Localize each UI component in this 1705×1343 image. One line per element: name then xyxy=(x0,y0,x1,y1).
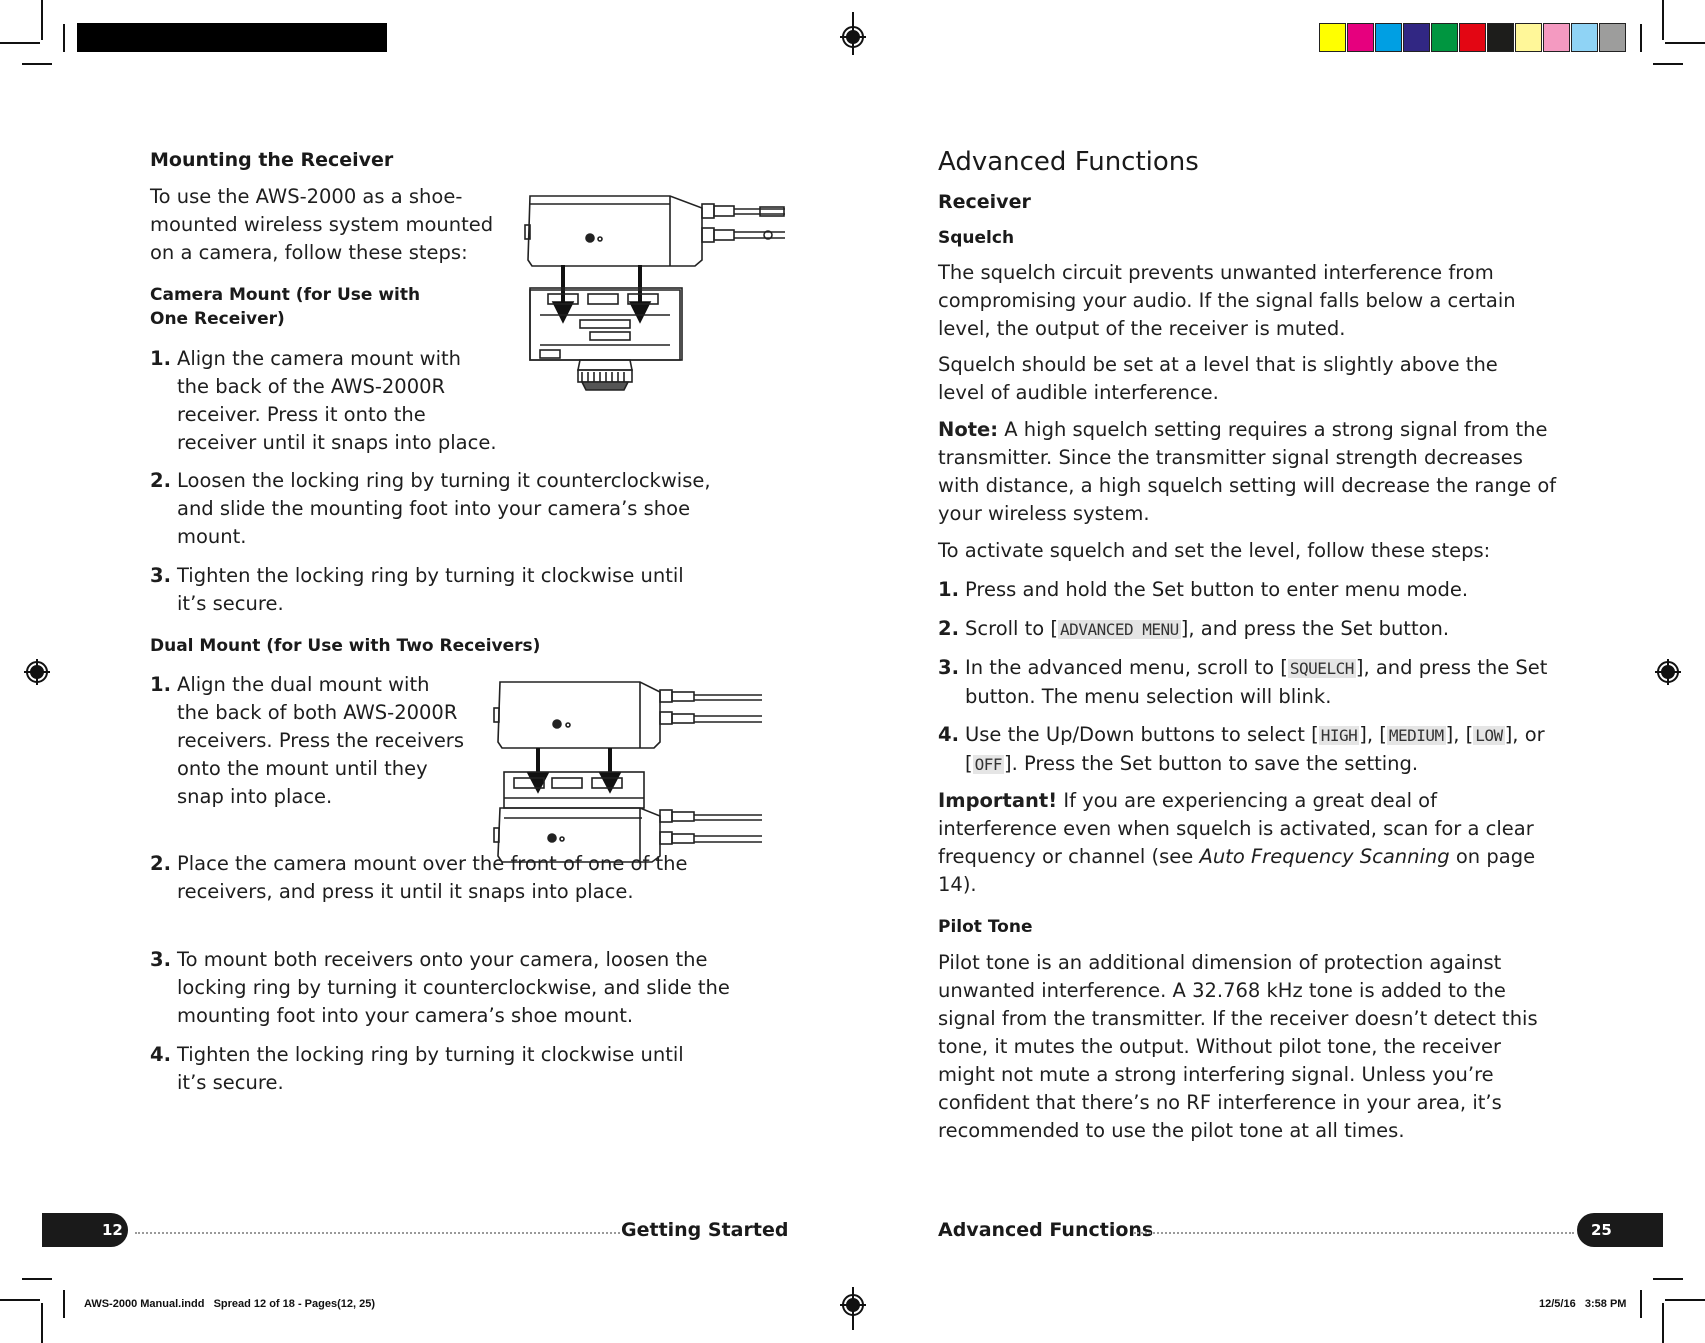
slug-date-time: 12/5/16 3:58 PM xyxy=(1539,1298,1627,1310)
pilot-tone-heading: Pilot Tone xyxy=(938,917,1033,937)
step-text-part: In the advanced menu, scroll to [ xyxy=(965,656,1288,679)
color-swatch xyxy=(1543,23,1570,52)
color-swatch xyxy=(1459,23,1486,52)
mounting-intro: To use the AWS-2000 as a shoe-mounted wireless system mounted on a camera, follow these steps: xyxy=(150,185,494,264)
color-swatch xyxy=(1403,23,1430,52)
step-number: 1. xyxy=(938,578,959,601)
step-text-part: ], [ xyxy=(1359,723,1387,746)
slug-file-info: AWS-2000 Manual.indd Spread 12 of 18 - Pages(12, 25) xyxy=(84,1298,375,1310)
step-text: Tighten the locking ring by turning it clockwise until it’s secure. xyxy=(177,1043,684,1094)
receiver-heading: Receiver xyxy=(938,191,1031,213)
step-number: 1. xyxy=(150,347,171,370)
step-number: 4. xyxy=(150,1043,171,1066)
color-swatch xyxy=(1319,23,1346,52)
important-note xyxy=(938,787,1558,899)
squelch-para-2: Squelch should be set at a level that is slightly above the level of audible interference. xyxy=(938,353,1498,404)
menu-squelch: SQUELCH xyxy=(1289,659,1354,678)
step-number: 1. xyxy=(150,673,171,696)
dual-mount-heading: Dual Mount (for Use with Two Receivers) xyxy=(150,636,541,656)
left-footer-title: Getting Started xyxy=(621,1219,789,1241)
squelch-heading: Squelch xyxy=(938,228,1015,248)
menu-medium: MEDIUM xyxy=(1388,726,1444,745)
step-text-part: ], and press the Set button. The menu selection will blink. xyxy=(965,656,1548,708)
step-text-part: Use the Up/Down buttons to select [ xyxy=(965,723,1319,746)
step-number: 4. xyxy=(938,723,959,746)
color-bar-black xyxy=(77,23,387,52)
camera-mount-heading-line1: Camera Mount (for Use with xyxy=(150,285,421,305)
squelch-note xyxy=(938,416,1558,528)
step-text: Place the camera mount over the front of one of the receivers, and press it until it snaps into place. xyxy=(177,852,688,903)
step-text-part: ], and press the Set button. xyxy=(1180,617,1450,640)
important-text-end: on page 14). xyxy=(938,845,1536,896)
important-text: If you are experiencing a great deal of interference even when squelch is activated, scan for a clear frequency or channel (see xyxy=(938,789,1534,868)
step-text-part: ]. Press the Set button to save the setting. xyxy=(1004,752,1419,775)
squelch-step-4 xyxy=(938,721,1568,779)
note-label: Note: xyxy=(938,418,999,441)
step-text: Press and hold the Set button to enter menu mode. xyxy=(965,578,1469,601)
camera-step-1 xyxy=(150,345,520,457)
camera-step-2 xyxy=(150,467,750,551)
color-swatch xyxy=(1515,23,1542,52)
step-text xyxy=(938,654,1558,711)
steps-intro: To activate squelch and set the level, follow these steps: xyxy=(938,539,1491,562)
camera-mount-illustration xyxy=(520,190,790,400)
dual-mount-illustration xyxy=(492,678,772,868)
step-text: To mount both receivers onto your camera, loosen the locking ring by turning it counterclockwise, and slide the mounting foot into your camera’s shoe mount. xyxy=(177,948,730,1027)
important-label: Important! xyxy=(938,789,1058,812)
menu-low: LOW xyxy=(1475,726,1503,745)
important-reference: Auto Frequency Scanning xyxy=(1199,845,1450,868)
step-number: 3. xyxy=(938,656,959,679)
step-text xyxy=(938,721,1568,779)
step-text xyxy=(938,615,1558,644)
step-text-part: ], [ xyxy=(1445,723,1474,746)
dual-step-1 xyxy=(150,671,480,811)
step-text-part: Scroll to [ xyxy=(965,617,1059,640)
color-swatch xyxy=(1375,23,1402,52)
squelch-step-1 xyxy=(938,576,1558,604)
squelch-step-2 xyxy=(938,615,1558,644)
right-footer-title: Advanced Functions xyxy=(938,1219,1154,1241)
camera-step-3 xyxy=(150,562,710,618)
pilot-tone-para: Pilot tone is an additional dimension of protection against unwanted interference. A 32.768 kHz tone is added to the signal from the transmitter. If the receiver doesn’t detect this tone, it mutes the output. Without pilot tone, the receiver might not mute a strong interfering signal. Unless you’re confident that there’s no RF interference in your area, it’s recommended to use the pilot tone at all times. xyxy=(938,951,1538,1142)
squelch-para-1: The squelch circuit prevents unwanted interference from compromising your audio. If the signal falls below a certain level, the output of the receiver is muted. xyxy=(938,261,1516,340)
step-number: 2. xyxy=(150,469,171,492)
squelch-step-3 xyxy=(938,654,1558,711)
color-swatch xyxy=(1487,23,1514,52)
left-footer-leader xyxy=(135,1232,620,1234)
note-text: A high squelch setting requires a strong signal from the transmitter. Since the transmitter signal strength decreases with distance, a high squelch setting will decrease the range of your wireless system. xyxy=(938,418,1557,525)
mounting-heading: Mounting the Receiver xyxy=(150,149,394,171)
step-text: Align the camera mount with the back of the AWS-2000R receiver. Press it onto the receiver until it snaps into place. xyxy=(177,347,497,454)
color-swatch xyxy=(1599,23,1626,52)
right-footer-leader xyxy=(1134,1232,1574,1234)
step-text: Loosen the locking ring by turning it counterclockwise, and slide the mounting foot into your camera’s shoe mount. xyxy=(177,469,711,548)
advanced-functions-title: Advanced Functions xyxy=(938,147,1199,177)
dual-step-3 xyxy=(150,946,760,1030)
step-number: 2. xyxy=(150,852,171,875)
camera-mount-heading-line2: One Receiver) xyxy=(150,309,285,329)
step-number: 3. xyxy=(150,564,171,587)
menu-advanced-menu: ADVANCED MENU xyxy=(1060,620,1179,639)
color-swatch xyxy=(1347,23,1374,52)
right-page-number-tab xyxy=(1577,1213,1663,1247)
right-page-number: 25 xyxy=(1591,1221,1612,1239)
step-text: Align the dual mount with the back of both AWS-2000R receivers. Press the receivers onto the mount until they snap into place. xyxy=(177,673,464,808)
step-number: 2. xyxy=(938,617,959,640)
left-page-number-tab xyxy=(42,1213,128,1247)
menu-off: OFF xyxy=(974,755,1003,774)
step-number: 3. xyxy=(150,948,171,971)
color-swatch xyxy=(1571,23,1598,52)
camera-mount-heading xyxy=(150,283,450,331)
color-swatch xyxy=(1431,23,1458,52)
menu-high: HIGH xyxy=(1320,726,1358,745)
dual-step-4 xyxy=(150,1041,710,1097)
step-text: Tighten the locking ring by turning it clockwise until it’s secure. xyxy=(177,564,684,615)
left-page-number: 12 xyxy=(102,1221,123,1239)
step-text-part: ], or [ xyxy=(965,723,1545,775)
